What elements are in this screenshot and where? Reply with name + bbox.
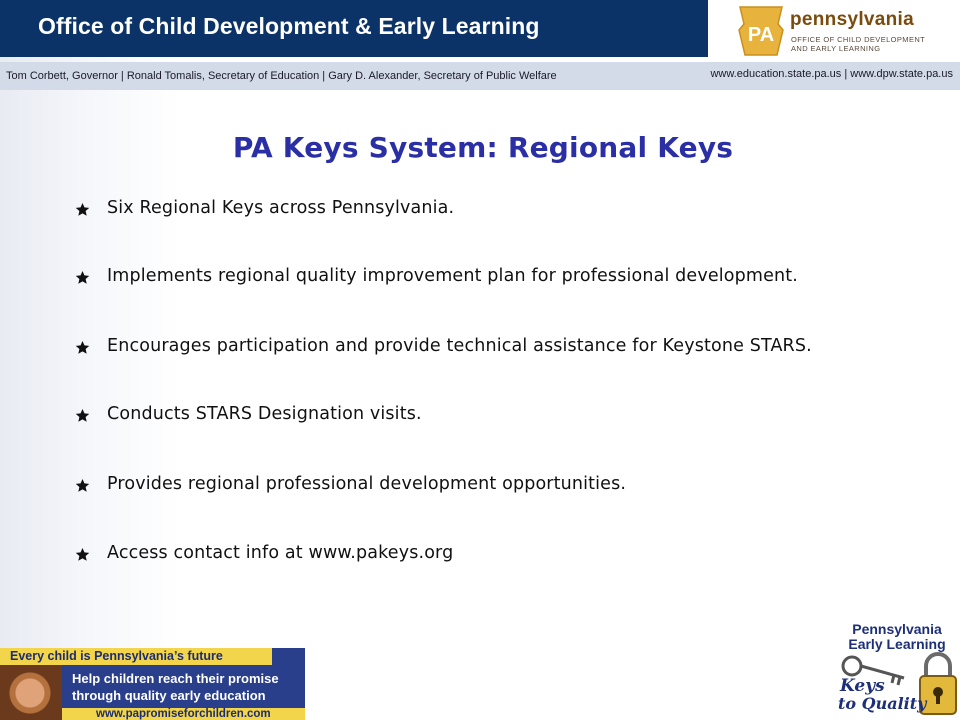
- pennsylvania-ocdel-logo: [708, 0, 960, 62]
- keys-to-quality-logo: [832, 618, 960, 720]
- keystone-mark-text: PA: [747, 24, 775, 46]
- logo-subtitle-line1: OFFICE OF CHILD DEVELOPMENT: [791, 35, 926, 44]
- logo-wordmark: pennsylvania: [790, 9, 914, 30]
- bullet-text: Access contact info at www.pakeys.org: [107, 543, 454, 563]
- star-bullet-icon: [75, 478, 90, 493]
- star-bullet-icon: [75, 270, 90, 285]
- keystone-logo-icon: [736, 4, 786, 58]
- header-bar: [0, 0, 708, 57]
- pel-logo-line2: Early Learning: [848, 636, 946, 652]
- bullet-text: Implements regional quality improvement plan for professional development.: [107, 266, 798, 286]
- star-bullet-icon: [75, 202, 90, 217]
- bullet-text: Conducts STARS Designation visits.: [107, 404, 422, 424]
- websites-text: www.education.state.pa.us | www.dpw.state.pa.us: [710, 68, 953, 80]
- banner-url: www.papromiseforchildren.com: [96, 708, 271, 720]
- star-bullet-icon: [75, 408, 90, 423]
- pel-keys-text: Keys: [840, 676, 885, 696]
- star-bullet-icon: [75, 340, 90, 355]
- bullet-text: Encourages participation and provide technical assistance for Keystone STARS.: [107, 336, 812, 356]
- child-photo-icon: [0, 665, 62, 720]
- banner-line1: Help children reach their promise: [72, 671, 279, 686]
- pel-quality-text: to Quality: [838, 694, 927, 713]
- bullet-text: Six Regional Keys across Pennsylvania.: [107, 198, 455, 218]
- pa-promise-banner: [0, 648, 305, 720]
- header-title: Office of Child Development & Early Learning: [38, 13, 540, 39]
- officials-text: Tom Corbett, Governor | Ronald Tomalis, Secretary of Education | Gary D. Alexander, Secretary of Public Welfare: [6, 70, 557, 82]
- pel-logo-line1: Pennsylvania: [852, 621, 942, 637]
- logo-subtitle-line2: AND EARLY LEARNING: [791, 44, 881, 53]
- star-bullet-icon: [75, 547, 90, 562]
- slide-title: PA Keys System: Regional Keys: [232, 131, 734, 164]
- banner-line2: through quality early education: [72, 688, 266, 703]
- banner-top-text: Every child is Pennsylvania’s future: [10, 649, 223, 663]
- bullet-text: Provides regional professional development opportunities.: [107, 474, 627, 494]
